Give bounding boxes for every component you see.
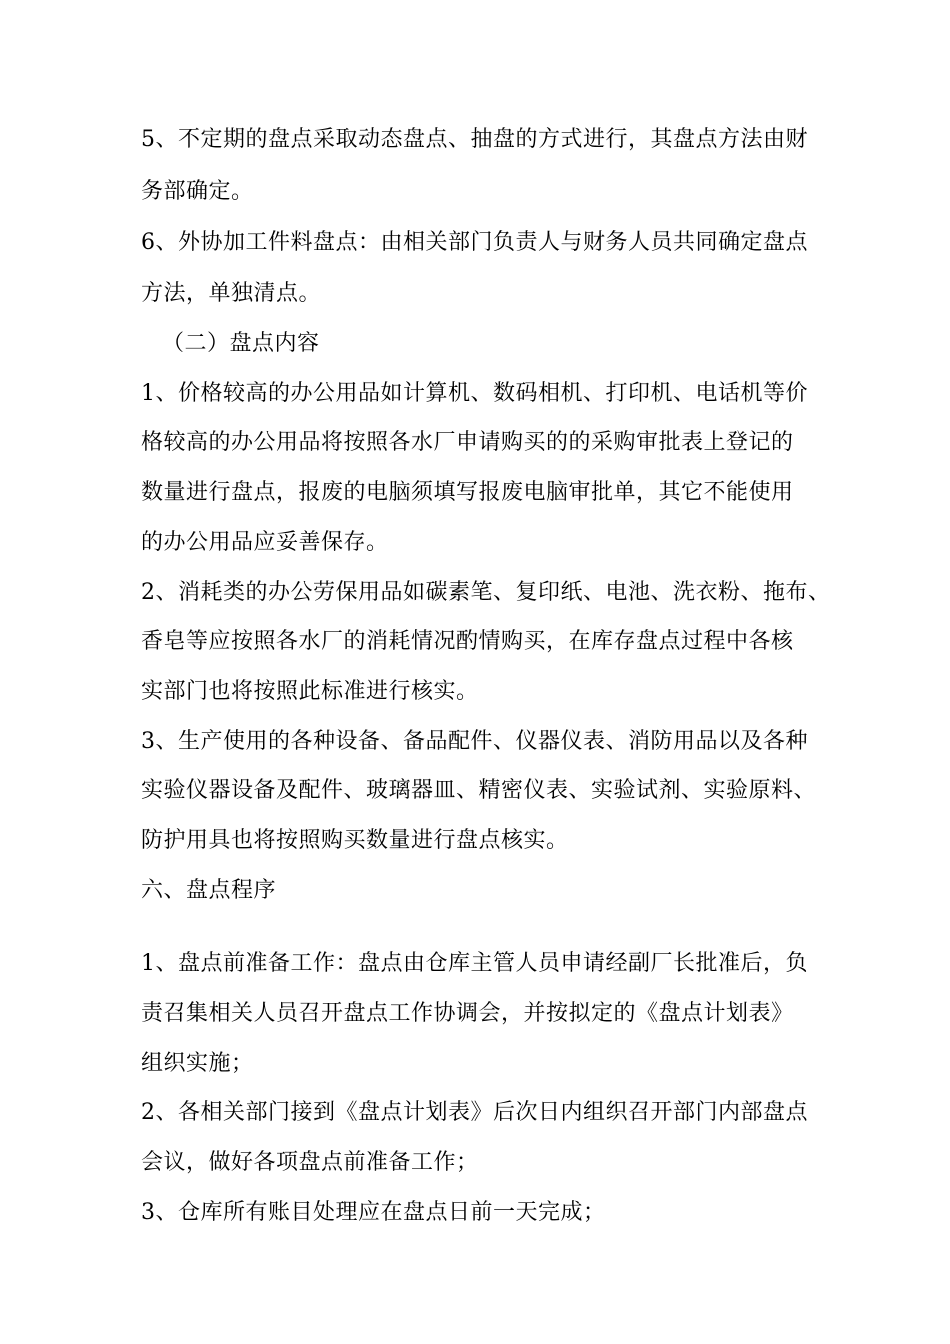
procedure-step-2-line-1: 2、各相关部门接到《盘点计划表》后次日内组织召开部门内部盘点 [141,1100,808,1125]
procedure-step-2-line-2: 会议，做好各项盘点前准备工作； [141,1150,479,1175]
procedure-step-1-line-1: 1、盘点前准备工作：盘点由仓库主管人员申请经副厂长批准后，负 [141,951,808,976]
content-item-1-line-1: 1、价格较高的办公用品如计算机、数码相机、打印机、电话机等价 [141,381,808,406]
content-item-2-line-2: 香皂等应按照各水厂的消耗情况酌情购买，在库存盘点过程中各核 [141,629,794,654]
content-item-2-line-3: 实部门也将按照此标准进行核实。 [141,679,479,704]
content-item-3-line-3: 防护用具也将按照购买数量进行盘点核实。 [141,828,569,853]
content-item-2-line-1: 2、消耗类的办公劳保用品如碳素笔、复印纸、电池、洗衣粉、拖布、 [141,580,831,605]
procedure-step-3-line-1: 3、仓库所有账目处理应在盘点日前一天完成； [141,1200,606,1225]
content-item-1-line-2: 格较高的办公用品将按照各水厂申请购买的的采购审批表上登记的 [141,430,794,455]
paragraph-6-line-1: 6、外协加工件料盘点：由相关部门负责人与财务人员共同确定盘点 [141,230,808,255]
procedure-step-1-line-2: 责召集相关人员召开盘点工作协调会，并按拟定的《盘点计划表》 [141,1001,794,1026]
section-heading-inventory-content: （二）盘点内容 [162,331,320,356]
procedure-step-1-line-3: 组织实施； [141,1051,254,1076]
paragraph-6-line-2: 方法，单独清点。 [141,281,322,306]
paragraph-5-line-1: 5、不定期的盘点采取动态盘点、抽盘的方式进行，其盘点方法由财 [141,127,808,152]
content-item-3-line-1: 3、生产使用的各种设备、备品配件、仪器仪表、消防用品以及各种 [141,729,808,754]
content-item-3-line-2: 实验仪器设备及配件、玻璃器皿、精密仪表、实验试剂、实验原料、 [141,778,817,803]
section-heading-inventory-procedure: 六、盘点程序 [141,878,277,903]
content-item-1-line-3: 数量进行盘点，报废的电脑须填写报废电脑审批单，其它不能使用 [141,480,794,505]
content-item-1-line-4: 的办公用品应妥善保存。 [141,530,389,555]
paragraph-5-line-2: 务部确定。 [141,179,254,204]
